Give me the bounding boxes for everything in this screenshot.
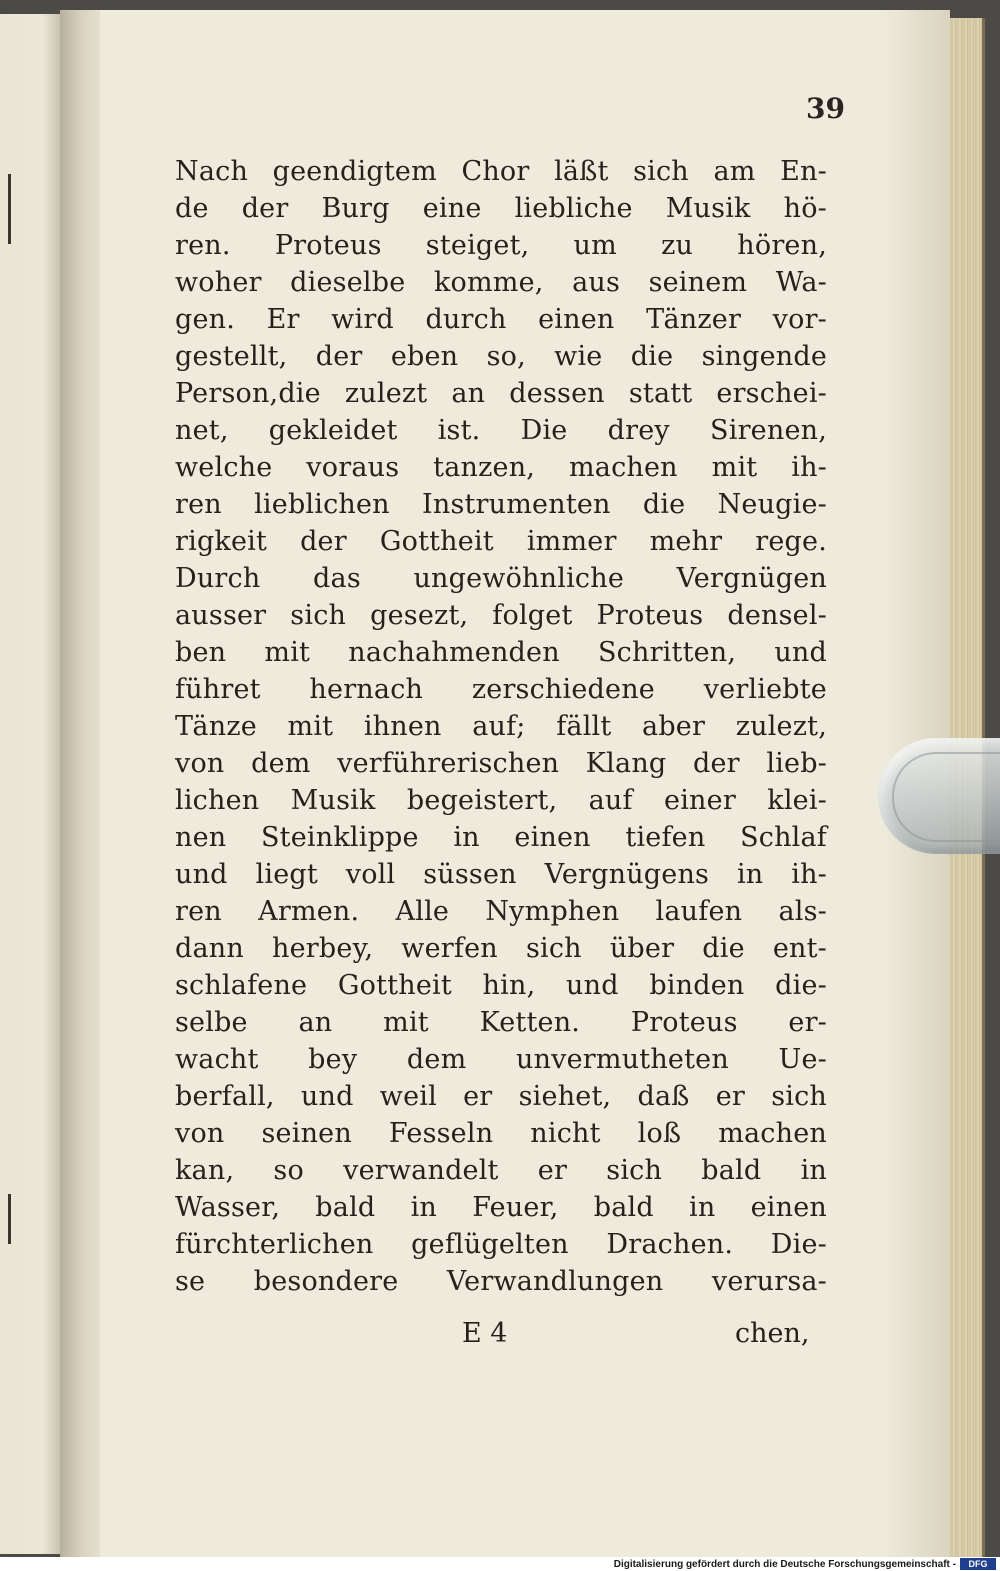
text-line: kan, so verwandelt er sich bald in xyxy=(175,1155,827,1186)
text-line: dann herbey, werfen sich über die ent- xyxy=(175,933,827,964)
text-line: ren Armen. Alle Nymphen laufen als- xyxy=(175,896,827,927)
text-line: wacht bey dem unvermutheten Ue- xyxy=(175,1044,827,1075)
text-line: woher dieselbe komme, aus seinem Wa- xyxy=(175,267,827,298)
text-line: berfall, und weil er siehet, daß er sich xyxy=(175,1081,827,1112)
text-line: welche voraus tanzen, machen mit ih- xyxy=(175,452,827,483)
footer-credit: Digitalisierung gefördert durch die Deutsche Forschungsgemeinschaft - xyxy=(613,1559,956,1570)
text-line: nen Steinklippe in einen tiefen Schlaf xyxy=(175,822,827,853)
ink-mark xyxy=(8,1194,11,1244)
text-line: von dem verführerischen Klang der lieb- xyxy=(175,748,827,779)
text-line: führet hernach zerschiedene verliebte xyxy=(175,674,827,705)
signature-mark: E 4 xyxy=(462,1318,508,1349)
text-line: fürchterlichen geflügelten Drachen. Die- xyxy=(175,1229,827,1260)
book-clip-inner xyxy=(892,752,1000,842)
text-line: net, gekleidet ist. Die drey Sirenen, xyxy=(175,415,827,446)
body-text xyxy=(175,153,827,1300)
catchword: chen, xyxy=(735,1318,810,1349)
text-line: Durch das ungewöhnliche Vergnügen xyxy=(175,563,827,594)
text-line: gestellt, der eben so, wie die singende xyxy=(175,341,827,372)
text-line: se besondere Verwandlungen verursa- xyxy=(175,1266,827,1297)
text-line: gen. Er wird durch einen Tänzer vor- xyxy=(175,304,827,335)
text-line: von seinen Fesseln nicht loß machen xyxy=(175,1118,827,1149)
ink-mark xyxy=(8,174,11,244)
text-line: rigkeit der Gottheit immer mehr rege. xyxy=(175,526,827,557)
text-line: ausser sich gesezt, folget Proteus densel- xyxy=(175,600,827,631)
footer-bar xyxy=(0,1557,1000,1571)
text-line: de der Burg eine liebliche Musik hö- xyxy=(175,193,827,224)
text-line: ren lieblichen Instrumenten die Neugie- xyxy=(175,489,827,520)
text-line: Person,die zulezt an dessen statt erschei- xyxy=(175,378,827,409)
text-line: selbe an mit Ketten. Proteus er- xyxy=(175,1007,827,1038)
text-line: Tänze mit ihnen auf; fällt aber zulezt, xyxy=(175,711,827,742)
text-line: ben mit nachahmenden Schritten, und xyxy=(175,637,827,668)
previous-page-edge xyxy=(0,14,60,1554)
book-clip xyxy=(878,738,1000,854)
text-line: und liegt voll süssen Vergnügens in ih- xyxy=(175,859,827,890)
text-line: ren. Proteus steiget, um zu hören, xyxy=(175,230,827,261)
text-line: lichen Musik begeistert, auf einer klei- xyxy=(175,785,827,816)
dfg-logo: DFG xyxy=(960,1558,996,1570)
text-line: schlafene Gottheit hin, und binden die- xyxy=(175,970,827,1001)
page-number: 39 xyxy=(806,92,845,125)
text-line: Wasser, bald in Feuer, bald in einen xyxy=(175,1192,827,1223)
text-line: Nach geendigtem Chor läßt sich am En- xyxy=(175,156,827,187)
